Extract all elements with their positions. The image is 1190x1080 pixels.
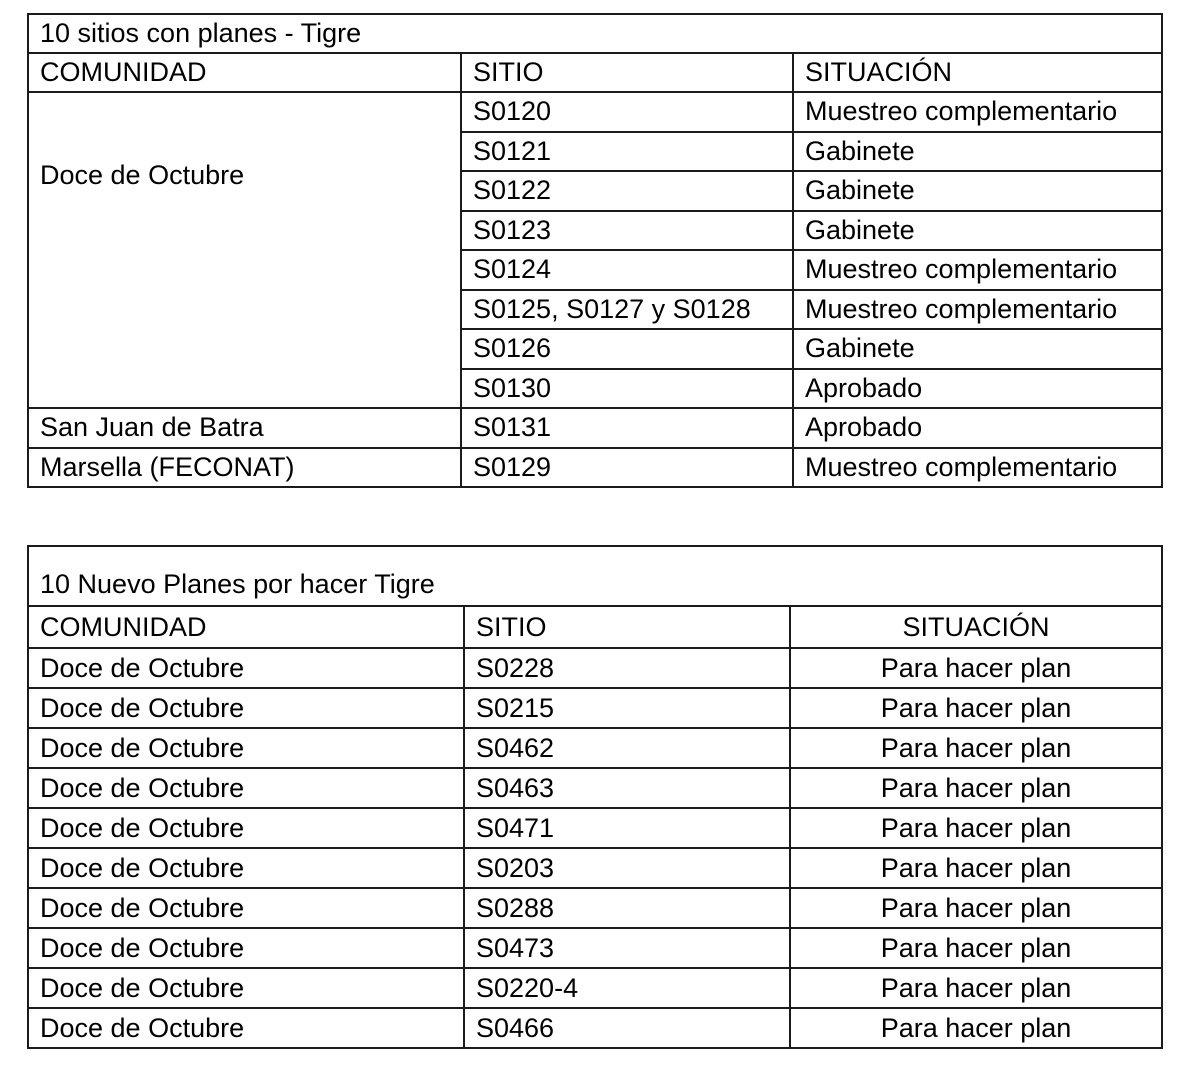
table-row [28,928,1162,968]
cell-situacion: Para hacer plan [790,1008,1162,1048]
cell-sitio: S0462 [464,728,790,768]
cell-situacion: Gabinete [793,171,1162,211]
cell-sitio: S0220-4 [464,968,790,1008]
cell-situacion: Muestreo complementario [793,290,1162,330]
header-comunidad: COMUNIDAD [28,53,461,92]
cell-sitio: S0131 [461,408,793,448]
cell-situacion: Muestreo complementario [793,92,1162,132]
cell-comunidad: Doce de Octubre [28,848,464,888]
cell-sitio: S0122 [461,171,793,211]
cell-situacion: Para hacer plan [790,888,1162,928]
table-row [28,888,1162,928]
cell-comunidad: Doce de Octubre [28,768,464,808]
header-comunidad: COMUNIDAD [28,606,464,648]
cell-situacion: Aprobado [793,408,1162,448]
table-row [28,1008,1162,1048]
cell-sitio: S0228 [464,648,790,688]
table-row [28,968,1162,1008]
cell-sitio: S0466 [464,1008,790,1048]
cell-sitio: S0126 [461,329,793,369]
cell-sitio: S0123 [461,211,793,251]
cell-sitio: S0471 [464,808,790,848]
table-row [28,808,1162,848]
cell-comunidad: Doce de Octubre [28,1008,464,1048]
cell-situacion: Para hacer plan [790,968,1162,1008]
table-row [28,14,1162,53]
table-row [28,408,1162,448]
cell-situacion: Aprobado [793,369,1162,409]
cell-situacion: Muestreo complementario [793,448,1162,488]
cell-sitio: S0215 [464,688,790,728]
header-situacion: SITUACIÓN [793,53,1162,92]
cell-situacion: Para hacer plan [790,808,1162,848]
cell-situacion: Para hacer plan [790,688,1162,728]
cell-sitio: S0203 [464,848,790,888]
cell-comunidad: Doce de Octubre [28,968,464,1008]
table-title: 10 sitios con planes - Tigre [28,14,1162,53]
header-situacion: SITUACIÓN [790,606,1162,648]
table-row [28,92,1162,132]
cell-comunidad: Doce de Octubre [28,888,464,928]
cell-situacion: Muestreo complementario [793,250,1162,290]
table-row [28,448,1162,488]
table-row [28,648,1162,688]
cell-situacion: Para hacer plan [790,768,1162,808]
cell-sitio: S0473 [464,928,790,968]
table-header-row [28,53,1162,92]
cell-comunidad: Doce de Octubre [28,728,464,768]
cell-comunidad: Doce de Octubre [28,808,464,848]
cell-comunidad: Marsella (FECONAT) [28,448,461,488]
cell-sitio: S0463 [464,768,790,808]
cell-sitio: S0124 [461,250,793,290]
table-row [28,546,1162,606]
header-sitio: SITIO [464,606,790,648]
cell-situacion: Gabinete [793,211,1162,251]
cell-comunidad: Doce de Octubre [28,928,464,968]
cell-sitio: S0121 [461,132,793,172]
cell-situacion: Para hacer plan [790,728,1162,768]
cell-situacion: Para hacer plan [790,928,1162,968]
cell-situacion: Para hacer plan [790,848,1162,888]
cell-comunidad: Doce de Octubre [28,688,464,728]
cell-sitio: S0125, S0127 y S0128 [461,290,793,330]
cell-situacion: Para hacer plan [790,648,1162,688]
table-row [28,768,1162,808]
cell-situacion: Gabinete [793,329,1162,369]
table-row [28,728,1162,768]
table-header-row [28,606,1162,648]
sitios-con-planes-table [27,13,1163,488]
table-row [28,848,1162,888]
nuevos-planes-table [27,545,1163,1049]
table-title: 10 Nuevo Planes por hacer Tigre [28,546,1162,606]
cell-sitio: S0288 [464,888,790,928]
cell-comunidad: Doce de Octubre [28,92,461,408]
cell-comunidad: Doce de Octubre [28,648,464,688]
table-row [28,688,1162,728]
cell-situacion: Gabinete [793,132,1162,172]
cell-sitio: S0129 [461,448,793,488]
header-sitio: SITIO [461,53,793,92]
cell-comunidad: San Juan de Batra [28,408,461,448]
cell-sitio: S0120 [461,92,793,132]
cell-sitio: S0130 [461,369,793,409]
